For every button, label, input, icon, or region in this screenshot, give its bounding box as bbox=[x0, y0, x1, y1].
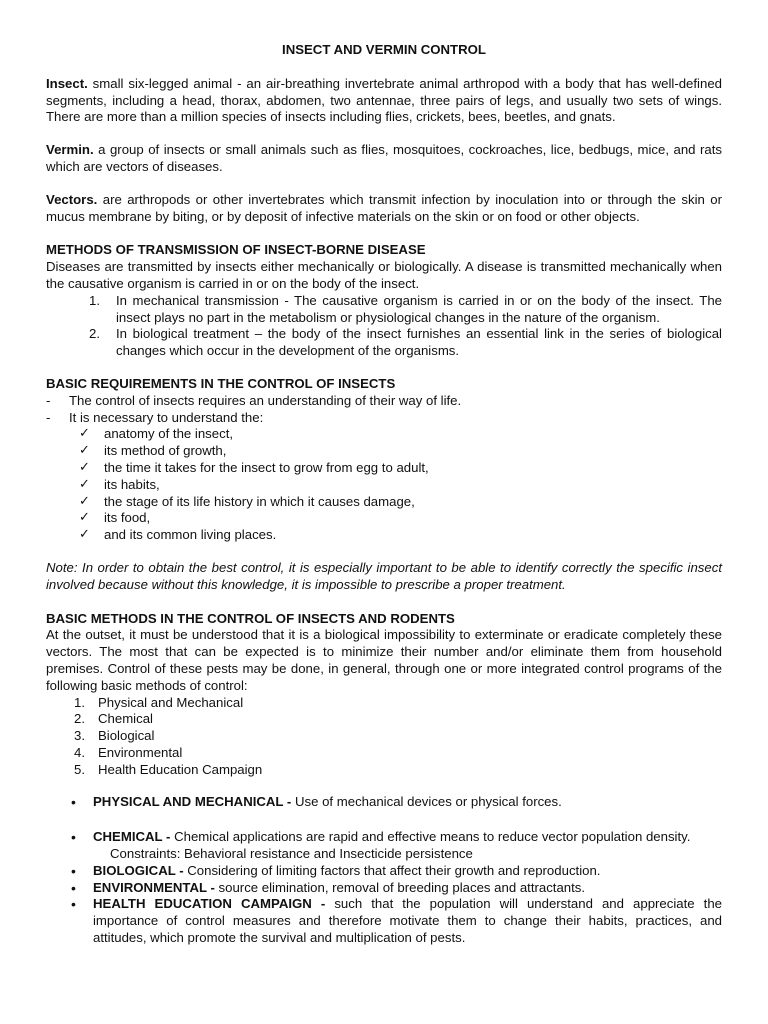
list-text: Environmental bbox=[98, 744, 183, 760]
definition-term: Insect. bbox=[46, 75, 88, 91]
check-text: the stage of its life history in which it causes damage, bbox=[104, 493, 415, 509]
list-text: Biological bbox=[98, 728, 155, 744]
checkmark-icon: ✓ bbox=[79, 492, 90, 508]
definition-vermin bbox=[46, 142, 722, 176]
check-text: its method of growth, bbox=[104, 443, 227, 459]
check-item bbox=[46, 426, 722, 443]
definition-term: Vermin. bbox=[46, 142, 94, 158]
list-number: 1. bbox=[89, 292, 100, 308]
bullet-text: source elimination, removal of breeding places and attractants. bbox=[214, 879, 586, 895]
bullet-item-chemical bbox=[46, 829, 722, 846]
dash-item bbox=[46, 410, 722, 427]
list-text: In biological treatment – the body of the insect furnishes an essential link in the series of biological changes which occur in the development of the organisms. bbox=[116, 326, 722, 359]
definition-text: are arthropods or other invertebrates which transmit infection by inoculation into or through the skin or mucus membrane by biting, or by deposit of infective materials on the skin or on food or other objects. bbox=[46, 191, 722, 224]
list-item bbox=[46, 728, 722, 745]
check-item bbox=[46, 510, 722, 527]
checkmark-icon: ✓ bbox=[79, 425, 90, 441]
document-title: INSECT AND VERMIN CONTROL bbox=[282, 42, 486, 57]
check-text: and its common living places. bbox=[104, 527, 277, 543]
methods-intro: At the outset, it must be understood that it is a biological impossibility to exterminate or eradicate completely these vectors. The most that can be expected is to minimize their number and/or eliminate them from household premises. Control of these pests may be done, in general, through one or more integrated control programs of the following basic methods of control: bbox=[46, 627, 722, 693]
definition-insect bbox=[46, 76, 722, 126]
list-item bbox=[46, 711, 722, 728]
bullet-label: CHEMICAL - bbox=[93, 829, 171, 845]
definition-vectors bbox=[46, 192, 722, 226]
check-item bbox=[46, 527, 722, 544]
bullet-item-health-education bbox=[46, 896, 722, 946]
bullet-text: Use of mechanical devices or physical forces. bbox=[291, 794, 562, 810]
list-item bbox=[46, 326, 722, 360]
list-item bbox=[46, 745, 722, 762]
list-number: 1. bbox=[74, 694, 85, 710]
methods-list bbox=[46, 695, 722, 779]
check-item bbox=[46, 460, 722, 477]
section-heading-requirements: BASIC REQUIREMENTS IN THE CONTROL OF INSECTS bbox=[46, 375, 396, 391]
bullet-label: PHYSICAL AND MECHANICAL - bbox=[93, 794, 292, 810]
bullet-text: such that the population will understand and appreciate the importance of control measures and therefore motivate them to change their habits, practices, and attitudes, which promote the survival and multiplication of pests. bbox=[93, 896, 722, 946]
bullet-icon: • bbox=[71, 829, 76, 846]
bullet-icon: • bbox=[71, 794, 76, 811]
list-number: 2. bbox=[74, 711, 85, 727]
check-item bbox=[46, 443, 722, 460]
checkmark-icon: ✓ bbox=[79, 526, 90, 542]
check-text: its food, bbox=[104, 510, 151, 526]
list-text: Health Education Campaign bbox=[98, 761, 263, 777]
checkmark-icon: ✓ bbox=[79, 509, 90, 525]
bullet-text: Chemical applications are rapid and effective means to reduce vector population density. bbox=[170, 829, 691, 845]
checkmark-icon: ✓ bbox=[79, 458, 90, 474]
dash-marker: - bbox=[46, 409, 51, 425]
list-number: 2. bbox=[89, 326, 100, 342]
list-number: 3. bbox=[74, 728, 85, 744]
bullet-icon: • bbox=[71, 862, 76, 879]
check-text: anatomy of the insect, bbox=[104, 426, 234, 442]
list-item bbox=[46, 293, 722, 327]
dash-marker: - bbox=[46, 392, 51, 408]
checkmark-icon: ✓ bbox=[79, 475, 90, 491]
list-text: In mechanical transmission - The causative organism is carried in or on the body of the insect. The insect plays no part in the metabolism or physiological changes in the nature of the organism. bbox=[116, 292, 722, 325]
bullet-label: BIOLOGICAL - bbox=[93, 862, 184, 878]
list-number: 4. bbox=[74, 744, 85, 760]
bullet-item-environmental bbox=[46, 880, 722, 897]
bullet-item-physical bbox=[46, 794, 722, 811]
definition-text: small six-legged animal - an air-breathing invertebrate animal arthropod with a body that has well-defined segments, including a head, thorax, abdomen, two antennae, three pairs of legs, and usually two sets of wings. There are more than a million species of insects including flies, crickets, bees, beetles, and gnats. bbox=[46, 75, 722, 125]
note-paragraph: Note: In order to obtain the best control, it is especially important to be able to identify correctly the specific insect involved because without this knowledge, it is impossible to prescribe a proper treatment. bbox=[46, 559, 722, 592]
document-page bbox=[46, 42, 722, 947]
section-heading-transmission: METHODS OF TRANSMISSION OF INSECT-BORNE DISEASE bbox=[46, 242, 426, 258]
definition-term: Vectors. bbox=[46, 191, 98, 207]
bullet-label: ENVIRONMENTAL - bbox=[93, 879, 215, 895]
list-text: Physical and Mechanical bbox=[98, 694, 244, 710]
bullet-icon: • bbox=[71, 896, 76, 913]
checkmark-icon: ✓ bbox=[79, 442, 90, 458]
bullet-label: HEALTH EDUCATION CAMPAIGN - bbox=[93, 896, 326, 912]
bullet-icon: • bbox=[71, 879, 76, 896]
list-text: Chemical bbox=[98, 711, 153, 727]
list-item bbox=[46, 695, 722, 712]
dash-text: It is necessary to understand the: bbox=[69, 409, 264, 425]
bullet-subtext: Constraints: Behavioral resistance and Insecticide persistence bbox=[110, 846, 473, 862]
list-item bbox=[46, 762, 722, 779]
transmission-intro: Diseases are transmitted by insects either mechanically or biologically. A disease is transmitted mechanically when the causative organism is carried in or on the body of the insect. bbox=[46, 259, 722, 291]
check-text: the time it takes for the insect to grow from egg to adult, bbox=[104, 459, 429, 475]
check-item bbox=[46, 494, 722, 511]
dash-item bbox=[46, 393, 722, 410]
list-number: 5. bbox=[74, 761, 85, 777]
bullet-item-biological bbox=[46, 863, 722, 880]
check-item bbox=[46, 477, 722, 494]
check-text: its habits, bbox=[104, 476, 160, 492]
transmission-list bbox=[46, 293, 722, 360]
section-heading-methods: BASIC METHODS IN THE CONTROL OF INSECTS AND RODENTS bbox=[46, 610, 455, 626]
definition-text: a group of insects or small animals such as flies, mosquitoes, cockroaches, lice, bedbugs, mice, and rats which are vectors of diseases. bbox=[46, 142, 722, 174]
dash-text: The control of insects requires an understanding of their way of life. bbox=[69, 392, 462, 408]
bullet-text: Considering of limiting factors that affect their growth and reproduction. bbox=[183, 862, 601, 878]
check-list bbox=[46, 426, 722, 544]
